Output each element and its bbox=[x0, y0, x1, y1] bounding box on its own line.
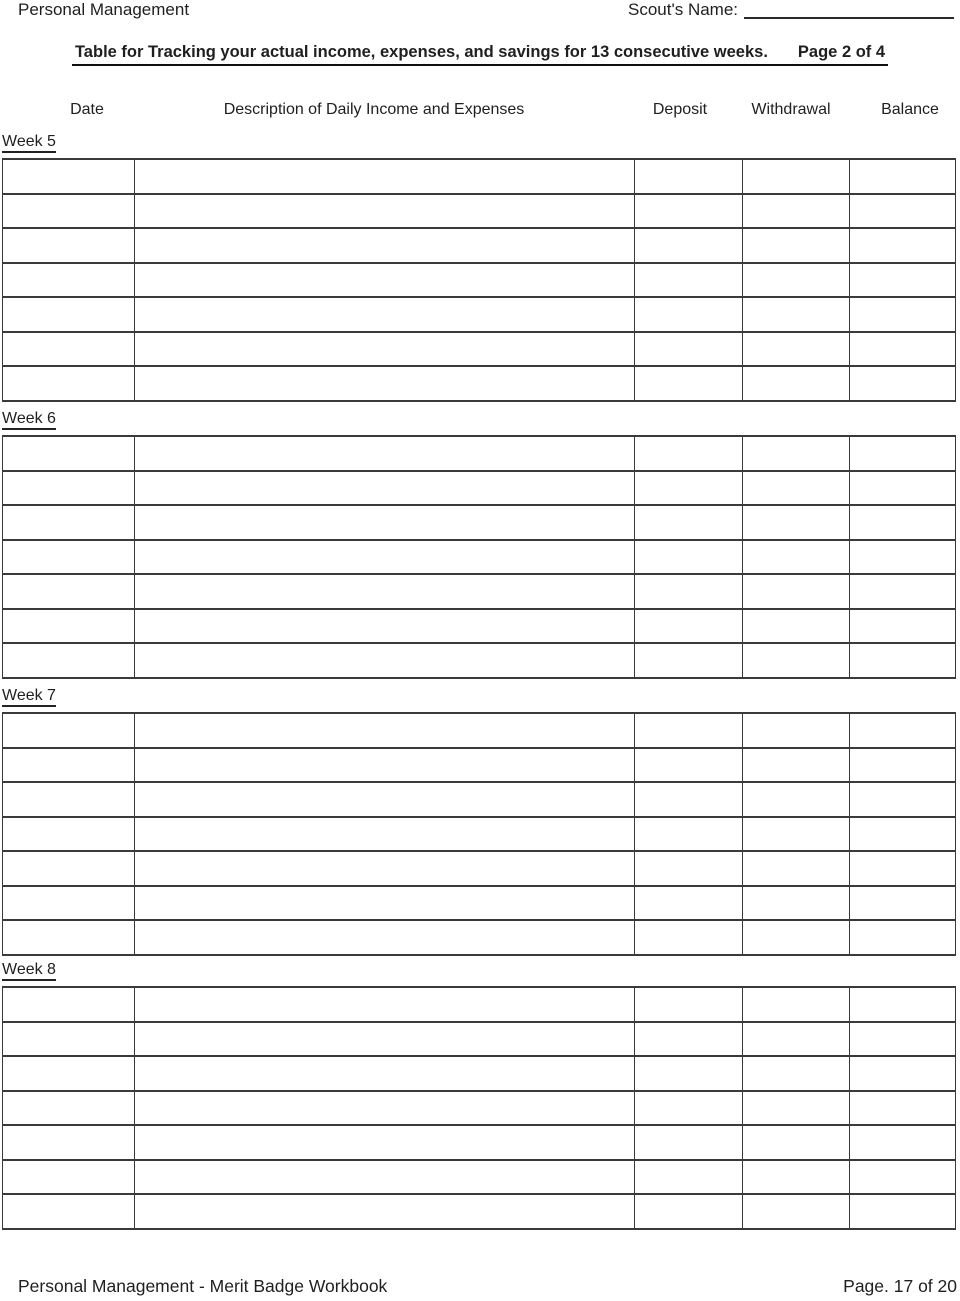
table-cell[interactable] bbox=[850, 1023, 956, 1058]
table-cell[interactable] bbox=[850, 229, 956, 264]
table-cell[interactable] bbox=[635, 1126, 743, 1161]
table-cell[interactable] bbox=[635, 437, 743, 472]
table-cell[interactable] bbox=[635, 921, 743, 956]
page-title-text: Table for Tracking your actual income, expenses, and savings for 13 consecutive weeks. bbox=[74, 43, 768, 61]
table-cell[interactable] bbox=[743, 541, 850, 576]
table-cell[interactable] bbox=[743, 749, 850, 784]
table-cell[interactable] bbox=[635, 264, 743, 299]
table-cell[interactable] bbox=[743, 714, 850, 749]
table-cell[interactable] bbox=[635, 714, 743, 749]
table-cell[interactable] bbox=[3, 610, 135, 645]
table-cell[interactable] bbox=[635, 575, 743, 610]
table-cell[interactable] bbox=[135, 1023, 635, 1058]
table-cell[interactable] bbox=[850, 195, 956, 230]
table-cell[interactable] bbox=[3, 783, 135, 818]
table-cell[interactable] bbox=[3, 541, 135, 576]
table-cell[interactable] bbox=[635, 818, 743, 853]
table-cell[interactable] bbox=[635, 472, 743, 507]
table-cell[interactable] bbox=[743, 1161, 850, 1196]
week-table bbox=[2, 712, 956, 956]
page-title-page-ref: Page 2 of 4 bbox=[797, 43, 886, 61]
table-cell[interactable] bbox=[743, 610, 850, 645]
scout-name-field bbox=[628, 0, 954, 19]
table-cell[interactable] bbox=[135, 887, 635, 922]
table-cell[interactable] bbox=[850, 472, 956, 507]
table-cell[interactable] bbox=[743, 333, 850, 368]
table-cell[interactable] bbox=[743, 1057, 850, 1092]
table-cell[interactable] bbox=[3, 506, 135, 541]
table-cell[interactable] bbox=[850, 437, 956, 472]
table-cell[interactable] bbox=[135, 644, 635, 679]
table-cell[interactable] bbox=[135, 1195, 635, 1230]
table-cell[interactable] bbox=[135, 818, 635, 853]
table-cell[interactable] bbox=[850, 644, 956, 679]
table-cell[interactable] bbox=[135, 437, 635, 472]
table-cell[interactable] bbox=[850, 160, 956, 195]
table-cell[interactable] bbox=[743, 264, 850, 299]
table-cell[interactable] bbox=[135, 575, 635, 610]
table-cell[interactable] bbox=[635, 541, 743, 576]
scout-name-blank[interactable] bbox=[744, 2, 954, 19]
table-cell[interactable] bbox=[135, 264, 635, 299]
table-cell[interactable] bbox=[743, 437, 850, 472]
table-cell[interactable] bbox=[743, 921, 850, 956]
table-cell[interactable] bbox=[3, 472, 135, 507]
table-cell[interactable] bbox=[3, 852, 135, 887]
table-cell[interactable] bbox=[3, 1023, 135, 1058]
table-cell[interactable] bbox=[850, 1092, 956, 1127]
week-section bbox=[2, 961, 955, 1230]
table-cell[interactable] bbox=[743, 367, 850, 402]
table-cell[interactable] bbox=[850, 1195, 956, 1230]
column-header-deposit: Deposit bbox=[652, 101, 708, 118]
table-cell[interactable] bbox=[850, 1161, 956, 1196]
column-header-balance: Balance bbox=[881, 101, 939, 118]
table-cell[interactable] bbox=[635, 852, 743, 887]
scout-name-label: Scout's Name: bbox=[628, 0, 739, 19]
table-cell[interactable] bbox=[3, 644, 135, 679]
table-cell[interactable] bbox=[135, 506, 635, 541]
table-cell[interactable] bbox=[3, 575, 135, 610]
table-cell[interactable] bbox=[635, 1195, 743, 1230]
table-cell[interactable] bbox=[635, 1057, 743, 1092]
table-cell[interactable] bbox=[635, 229, 743, 264]
table-cell[interactable] bbox=[743, 818, 850, 853]
table-cell[interactable] bbox=[850, 887, 956, 922]
table-cell[interactable] bbox=[635, 1161, 743, 1196]
table-cell[interactable] bbox=[743, 887, 850, 922]
table-cell[interactable] bbox=[135, 749, 635, 784]
week-label: Week 6 bbox=[2, 410, 56, 430]
column-headers bbox=[0, 101, 960, 121]
table-cell[interactable] bbox=[3, 1126, 135, 1161]
table-cell[interactable] bbox=[850, 575, 956, 610]
table-cell[interactable] bbox=[635, 887, 743, 922]
footer-page-number: Page. 17 of 20 bbox=[843, 1276, 957, 1296]
table-cell[interactable] bbox=[3, 887, 135, 922]
table-cell[interactable] bbox=[3, 988, 135, 1023]
footer-document-name: Personal Management - Merit Badge Workbook bbox=[18, 1276, 388, 1296]
week-table bbox=[2, 158, 956, 402]
table-cell[interactable] bbox=[743, 1195, 850, 1230]
table-cell[interactable] bbox=[135, 988, 635, 1023]
table-cell[interactable] bbox=[743, 229, 850, 264]
table-cell[interactable] bbox=[3, 749, 135, 784]
table-cell[interactable] bbox=[3, 1195, 135, 1230]
table-cell[interactable] bbox=[135, 541, 635, 576]
table-cell[interactable] bbox=[850, 818, 956, 853]
table-cell[interactable] bbox=[850, 1126, 956, 1161]
table-cell[interactable] bbox=[635, 988, 743, 1023]
page-title-row bbox=[0, 43, 960, 66]
table-cell[interactable] bbox=[850, 367, 956, 402]
table-cell[interactable] bbox=[850, 783, 956, 818]
table-cell[interactable] bbox=[635, 298, 743, 333]
week-section bbox=[2, 410, 955, 679]
table-cell[interactable] bbox=[3, 195, 135, 230]
table-cell[interactable] bbox=[3, 437, 135, 472]
table-cell[interactable] bbox=[743, 195, 850, 230]
table-cell[interactable] bbox=[743, 644, 850, 679]
table-cell[interactable] bbox=[3, 921, 135, 956]
table-cell[interactable] bbox=[135, 610, 635, 645]
table-cell[interactable] bbox=[135, 333, 635, 368]
table-cell[interactable] bbox=[743, 988, 850, 1023]
table-cell[interactable] bbox=[135, 298, 635, 333]
table-cell[interactable] bbox=[850, 298, 956, 333]
table-cell[interactable] bbox=[743, 1023, 850, 1058]
table-cell[interactable] bbox=[635, 644, 743, 679]
column-header-description: Description of Daily Income and Expenses bbox=[223, 101, 525, 118]
table-cell[interactable] bbox=[3, 298, 135, 333]
table-cell[interactable] bbox=[135, 1092, 635, 1127]
column-header-withdrawal: Withdrawal bbox=[751, 101, 831, 118]
table-cell[interactable] bbox=[135, 1057, 635, 1092]
week-label: Week 5 bbox=[2, 133, 56, 153]
table-cell[interactable] bbox=[850, 506, 956, 541]
table-cell[interactable] bbox=[635, 160, 743, 195]
table-cell[interactable] bbox=[135, 229, 635, 264]
table-cell[interactable] bbox=[135, 714, 635, 749]
column-header-date: Date bbox=[70, 101, 104, 118]
table-cell[interactable] bbox=[850, 921, 956, 956]
table-cell[interactable] bbox=[3, 1092, 135, 1127]
table-cell[interactable] bbox=[743, 160, 850, 195]
week-table bbox=[2, 435, 956, 679]
table-cell[interactable] bbox=[3, 1161, 135, 1196]
table-cell[interactable] bbox=[635, 195, 743, 230]
table-cell[interactable] bbox=[743, 472, 850, 507]
table-cell[interactable] bbox=[850, 988, 956, 1023]
week-label: Week 8 bbox=[2, 961, 56, 981]
table-cell[interactable] bbox=[635, 1023, 743, 1058]
week-label: Week 7 bbox=[2, 687, 56, 707]
table-cell[interactable] bbox=[743, 1092, 850, 1127]
table-cell[interactable] bbox=[135, 852, 635, 887]
table-cell[interactable] bbox=[135, 195, 635, 230]
table-cell[interactable] bbox=[743, 1126, 850, 1161]
table-cell[interactable] bbox=[135, 783, 635, 818]
table-cell[interactable] bbox=[850, 749, 956, 784]
table-cell[interactable] bbox=[3, 333, 135, 368]
page-title bbox=[72, 43, 888, 66]
table-cell[interactable] bbox=[635, 506, 743, 541]
table-cell[interactable] bbox=[3, 264, 135, 299]
table-cell[interactable] bbox=[635, 783, 743, 818]
document-title: Personal Management bbox=[18, 0, 190, 19]
table-cell[interactable] bbox=[743, 852, 850, 887]
table-cell[interactable] bbox=[743, 298, 850, 333]
table-cell[interactable] bbox=[3, 160, 135, 195]
table-cell[interactable] bbox=[635, 367, 743, 402]
table-cell[interactable] bbox=[3, 367, 135, 402]
week-section bbox=[2, 687, 955, 956]
table-cell[interactable] bbox=[850, 541, 956, 576]
week-section bbox=[2, 133, 955, 402]
table-cell[interactable] bbox=[3, 714, 135, 749]
table-cell[interactable] bbox=[135, 472, 635, 507]
table-cell[interactable] bbox=[850, 714, 956, 749]
table-cell[interactable] bbox=[135, 1126, 635, 1161]
table-cell[interactable] bbox=[635, 610, 743, 645]
table-cell[interactable] bbox=[635, 1092, 743, 1127]
table-cell[interactable] bbox=[850, 264, 956, 299]
table-cell[interactable] bbox=[850, 610, 956, 645]
table-cell[interactable] bbox=[635, 333, 743, 368]
table-cell[interactable] bbox=[743, 783, 850, 818]
table-cell[interactable] bbox=[3, 229, 135, 264]
table-cell[interactable] bbox=[850, 1057, 956, 1092]
table-cell[interactable] bbox=[135, 921, 635, 956]
table-cell[interactable] bbox=[635, 749, 743, 784]
week-table bbox=[2, 986, 956, 1230]
table-cell[interactable] bbox=[850, 333, 956, 368]
table-cell[interactable] bbox=[850, 852, 956, 887]
table-cell[interactable] bbox=[135, 160, 635, 195]
table-cell[interactable] bbox=[743, 506, 850, 541]
table-cell[interactable] bbox=[743, 575, 850, 610]
table-cell[interactable] bbox=[3, 1057, 135, 1092]
table-cell[interactable] bbox=[135, 367, 635, 402]
table-cell[interactable] bbox=[135, 1161, 635, 1196]
table-cell[interactable] bbox=[3, 818, 135, 853]
